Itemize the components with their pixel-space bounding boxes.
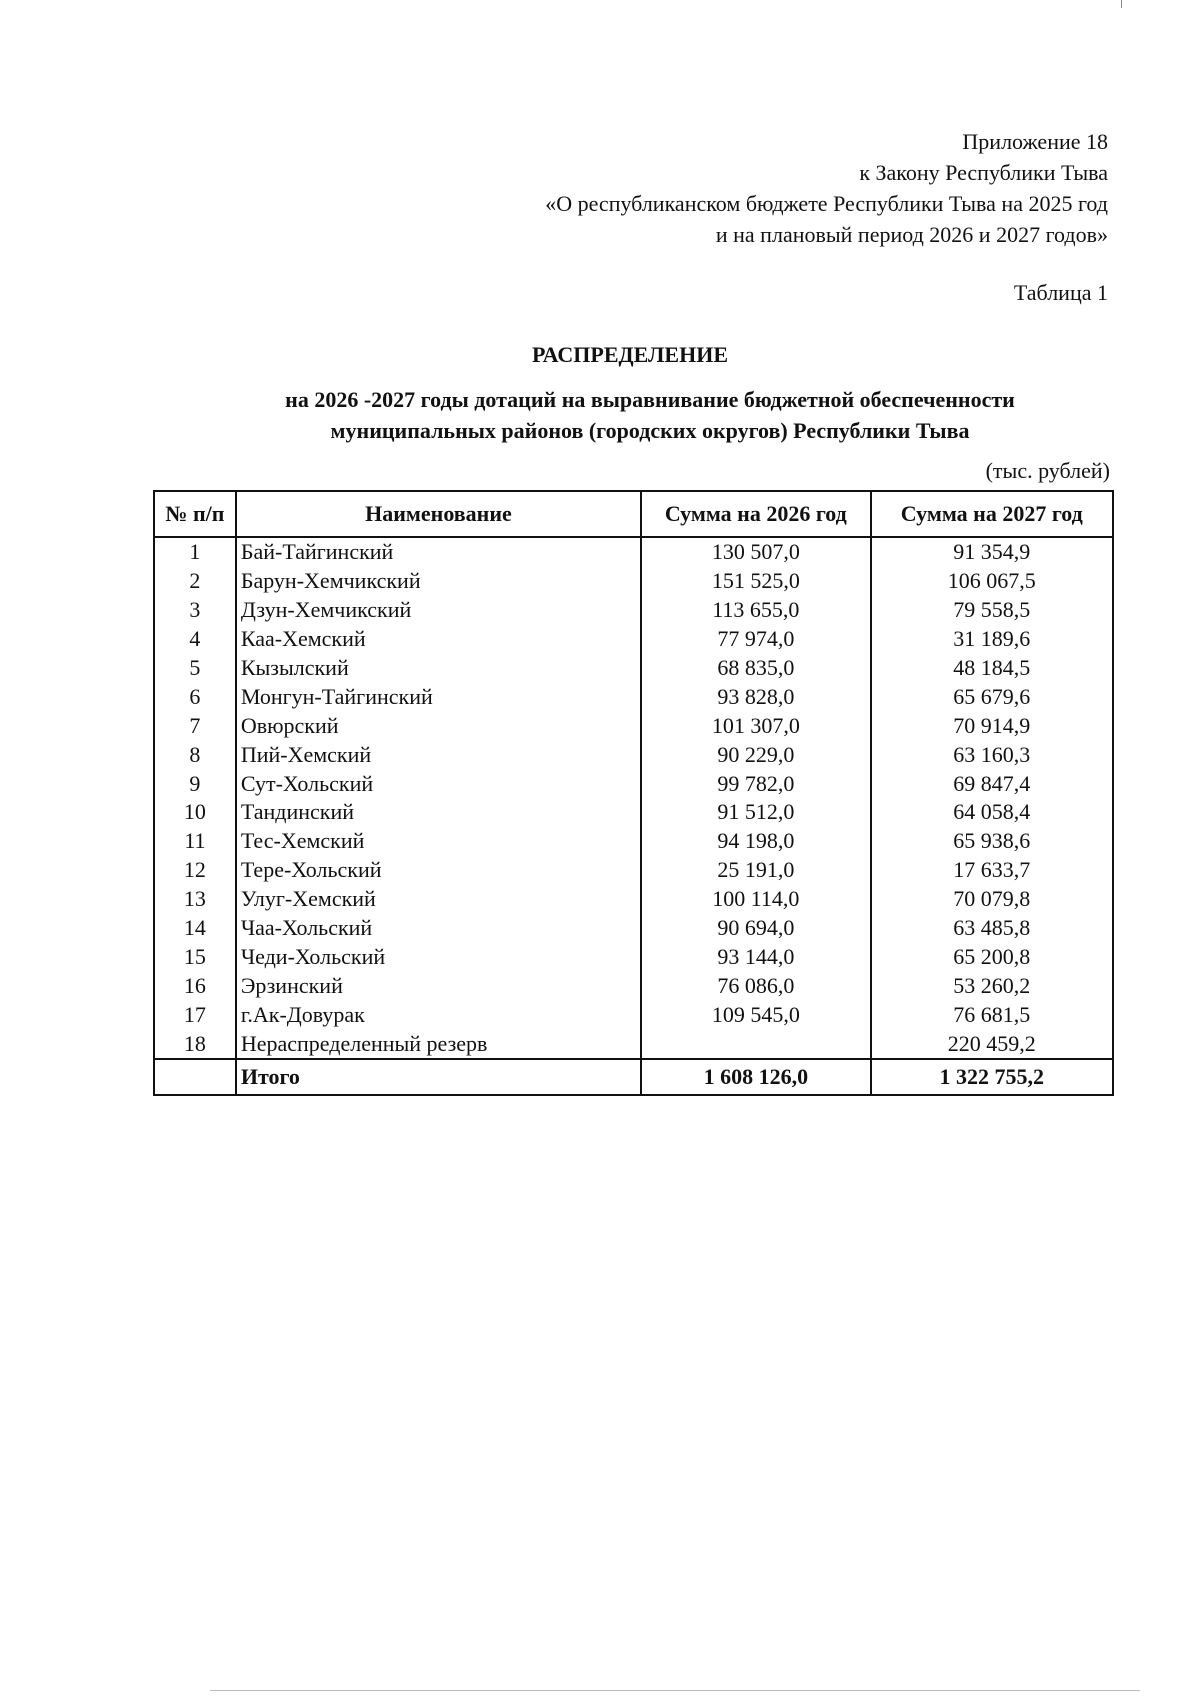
row-sum-2027: 70 914,9	[871, 711, 1113, 740]
row-name: Чаа-Хольский	[236, 914, 641, 943]
row-sum-2027: 64 058,4	[871, 798, 1113, 827]
row-name: Тес-Хемский	[236, 827, 641, 856]
row-name: г.Ак-Довурак	[236, 1000, 641, 1029]
table-row	[154, 914, 1113, 943]
row-sum-2026: 77 974,0	[641, 625, 870, 654]
header-number: № п/п	[154, 491, 236, 537]
row-name: Барун-Хемчикский	[236, 567, 641, 596]
row-sum-2027: 17 633,7	[871, 856, 1113, 885]
table-label: Таблица 1	[1013, 280, 1108, 305]
table-header-row	[154, 491, 1113, 537]
row-number: 4	[154, 625, 236, 654]
row-name: Кызылский	[236, 654, 641, 683]
appendix-line-3: «О республиканском бюджете Республики Тыва на 2025 год	[545, 191, 1108, 216]
header-sum-2026: Сумма на 2026 год	[641, 491, 870, 537]
row-sum-2027: 79 558,5	[871, 596, 1113, 625]
table-row	[154, 769, 1113, 798]
row-sum-2026: 25 191,0	[641, 856, 870, 885]
appendix-line-4: и на плановый период 2026 и 2027 годов»	[715, 222, 1108, 247]
row-sum-2027: 69 847,4	[871, 769, 1113, 798]
row-sum-2027: 48 184,5	[871, 654, 1113, 683]
row-name: Улуг-Хемский	[236, 885, 641, 914]
header-name: Наименование	[236, 491, 641, 537]
document-title: РАСПРЕДЕЛЕНИЕ	[531, 342, 728, 367]
row-sum-2026: 94 198,0	[641, 827, 870, 856]
scan-edge-mark-top	[1121, 0, 1122, 8]
row-sum-2027: 63 160,3	[871, 740, 1113, 769]
row-number: 5	[154, 654, 236, 683]
table-body	[154, 537, 1113, 1095]
table-row	[154, 596, 1113, 625]
row-sum-2027: 70 079,8	[871, 885, 1113, 914]
table-row	[154, 798, 1113, 827]
total-number	[154, 1059, 236, 1095]
row-sum-2026: 109 545,0	[641, 1000, 870, 1029]
row-sum-2026: 93 828,0	[641, 682, 870, 711]
row-sum-2026: 130 507,0	[641, 537, 870, 567]
row-number: 18	[154, 1029, 236, 1059]
row-sum-2027: 76 681,5	[871, 1000, 1113, 1029]
subtitle-line-2: муниципальных районов (городских округов) Республики Тыва	[330, 418, 970, 443]
document-subtitle	[150, 384, 1150, 446]
row-name: Тандинский	[236, 798, 641, 827]
row-number: 1	[154, 537, 236, 567]
total-row	[154, 1059, 1113, 1095]
table-row	[154, 1000, 1113, 1029]
row-name: Нераспределенный резерв	[236, 1029, 641, 1059]
row-sum-2026: 100 114,0	[641, 885, 870, 914]
table-row	[154, 971, 1113, 1000]
scan-edge-mark-bottom	[210, 1690, 1140, 1691]
table-row	[154, 567, 1113, 596]
appendix-header	[545, 126, 1108, 250]
row-number: 6	[154, 682, 236, 711]
row-name: Овюрский	[236, 711, 641, 740]
row-number: 11	[154, 827, 236, 856]
units-label: (тыс. рублей)	[985, 458, 1110, 483]
row-sum-2027: 106 067,5	[871, 567, 1113, 596]
row-number: 3	[154, 596, 236, 625]
total-sum-2027: 1 322 755,2	[871, 1059, 1113, 1095]
table-row	[154, 537, 1113, 567]
table-row	[154, 942, 1113, 971]
row-name: Каа-Хемский	[236, 625, 641, 654]
row-number: 17	[154, 1000, 236, 1029]
row-sum-2026	[641, 1029, 870, 1059]
row-sum-2026: 76 086,0	[641, 971, 870, 1000]
row-sum-2027: 63 485,8	[871, 914, 1113, 943]
row-sum-2026: 113 655,0	[641, 596, 870, 625]
row-sum-2027: 31 189,6	[871, 625, 1113, 654]
table-row	[154, 885, 1113, 914]
row-number: 8	[154, 740, 236, 769]
row-sum-2026: 101 307,0	[641, 711, 870, 740]
row-sum-2026: 90 229,0	[641, 740, 870, 769]
table-row	[154, 711, 1113, 740]
appendix-line-2: к Закону Республики Тыва	[859, 160, 1108, 185]
row-name: Тере-Хольский	[236, 856, 641, 885]
row-name: Пий-Хемский	[236, 740, 641, 769]
row-name: Монгун-Тайгинский	[236, 682, 641, 711]
row-name: Чеди-Хольский	[236, 942, 641, 971]
row-name: Дзун-Хемчикский	[236, 596, 641, 625]
row-sum-2027: 53 260,2	[871, 971, 1113, 1000]
row-sum-2026: 91 512,0	[641, 798, 870, 827]
row-sum-2026: 93 144,0	[641, 942, 870, 971]
header-sum-2027: Сумма на 2027 год	[871, 491, 1113, 537]
table-row	[154, 827, 1113, 856]
row-number: 15	[154, 942, 236, 971]
table-row	[154, 1029, 1113, 1059]
table-row	[154, 625, 1113, 654]
row-number: 13	[154, 885, 236, 914]
table-row	[154, 654, 1113, 683]
row-name: Сут-Хольский	[236, 769, 641, 798]
row-name: Эрзинский	[236, 971, 641, 1000]
table-row	[154, 682, 1113, 711]
row-number: 10	[154, 798, 236, 827]
row-sum-2027: 65 679,6	[871, 682, 1113, 711]
row-sum-2026: 151 525,0	[641, 567, 870, 596]
row-sum-2027: 65 200,8	[871, 942, 1113, 971]
total-sum-2026: 1 608 126,0	[641, 1059, 870, 1095]
row-number: 7	[154, 711, 236, 740]
row-number: 16	[154, 971, 236, 1000]
row-sum-2026: 99 782,0	[641, 769, 870, 798]
row-sum-2027: 65 938,6	[871, 827, 1113, 856]
total-label: Итого	[236, 1059, 641, 1095]
row-sum-2027: 220 459,2	[871, 1029, 1113, 1059]
row-number: 9	[154, 769, 236, 798]
subtitle-line-1: на 2026 -2027 годы дотаций на выравнивание бюджетной обеспеченности	[285, 387, 1015, 412]
row-sum-2026: 90 694,0	[641, 914, 870, 943]
table-row	[154, 740, 1113, 769]
appendix-line-1: Приложение 18	[962, 129, 1108, 154]
row-name: Бай-Тайгинский	[236, 537, 641, 567]
distribution-table	[153, 490, 1114, 1096]
row-number: 2	[154, 567, 236, 596]
table-row	[154, 856, 1113, 885]
row-number: 12	[154, 856, 236, 885]
row-sum-2026: 68 835,0	[641, 654, 870, 683]
row-sum-2027: 91 354,9	[871, 537, 1113, 567]
row-number: 14	[154, 914, 236, 943]
